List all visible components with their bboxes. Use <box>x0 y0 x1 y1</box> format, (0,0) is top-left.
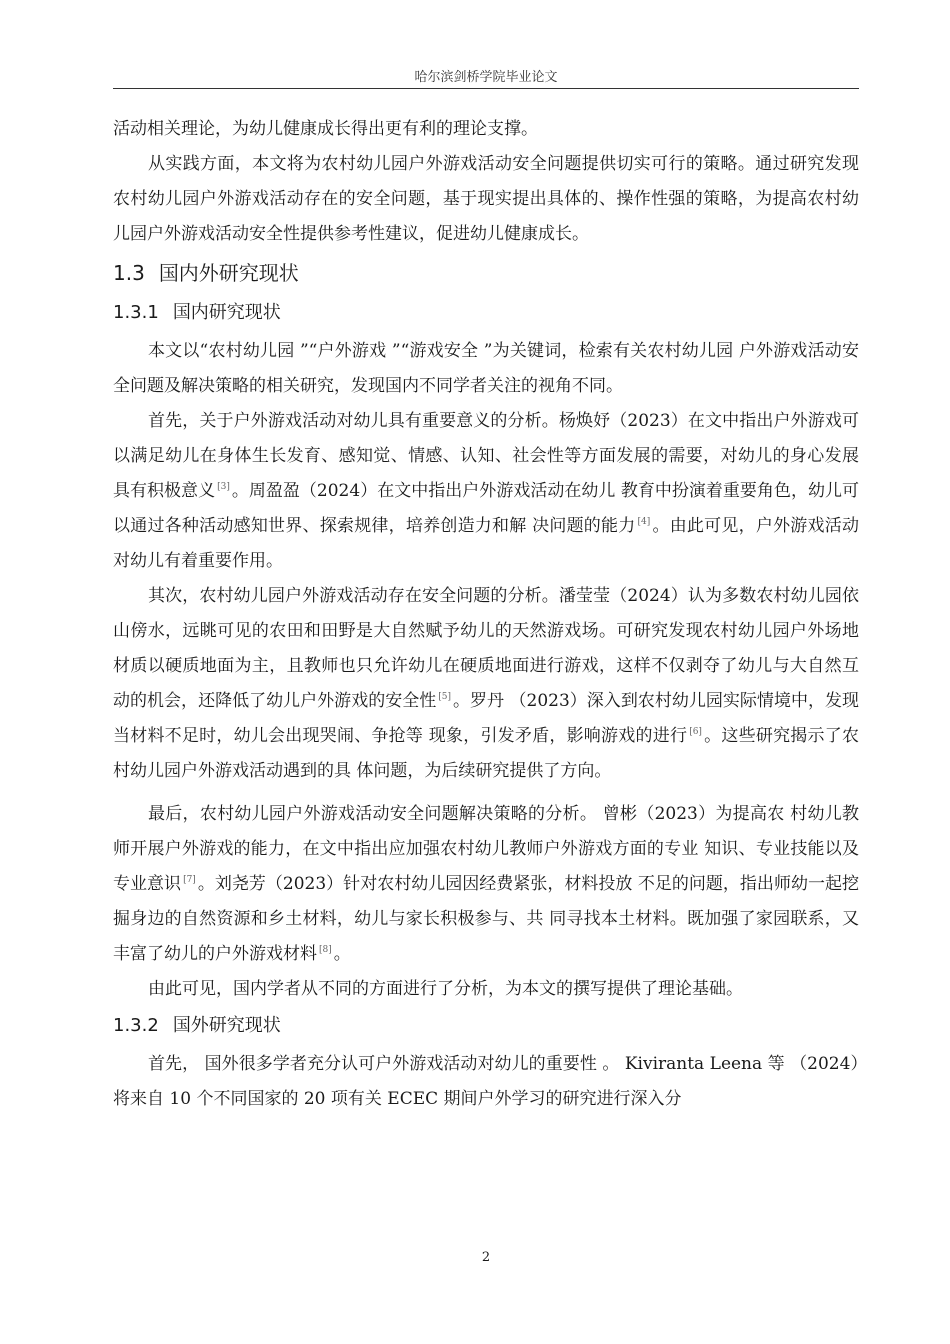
citation: [5] <box>438 692 452 702</box>
section-number: 1.3 <box>113 261 145 285</box>
paragraph: 从实践方面，本文将为农村幼儿园户外游戏活动安全问题提供切实可行的策略。通过研究发现农村幼儿园户外游戏活动存在的安全问题，基于现实提出具体的、操作性强的策略，为提高农村幼儿园户外游戏活动安全性提供参考性建议，促进幼儿健康成长。 <box>113 154 859 244</box>
paragraph-text: 最后，农村幼儿园户外游戏活动安全问题解决策略的分析。 曾彬（2023）为提高农 村幼儿教师开展户外游戏的能力，在文中指出应加强农村幼儿教师户外游戏方面的专业 知识、专业技能以及专业意识 <box>113 804 859 894</box>
subsection-title: 国内研究现状 <box>172 302 281 323</box>
page-header: 哈尔滨剑桥学院毕业论文 <box>414 70 558 85</box>
header-rule <box>113 88 859 89</box>
paragraph-text: 。这些研究揭示了农村幼儿园户外游戏活动遇到的具 体问题，为后续研究提供了方向。 <box>113 726 859 781</box>
paragraph: 首先， 国外很多学者充分认可户外游戏活动对幼儿的重要性 。 Kiviranta Leena 等 （2024）将来自 10 个不同国家的 20 项有关 ECEC 期间户外学习的研究进行深入分 <box>113 1054 859 1109</box>
paragraph: 本文以“农村幼儿园 ”“户外游戏 ”“游戏安全 ”为关键词，检索有关农村幼儿园 户外游戏活动安全问题及解决策略的相关研究，发现国内不同学者关注的视角不同。 <box>113 341 859 396</box>
subsection-number: 1.3.2 <box>113 1015 159 1036</box>
paragraph-text: 。刘尧芳（2023）针对农村幼儿园因经费紧张，材料投放 不足的问题，指出师幼一起挖掘身边的自然资源和乡土材料，幼儿与家长积极参与、共 同寻找本土材料。既加强了家园联系，又丰富了幼儿的户外游戏材料 <box>113 874 860 964</box>
citation: [7] <box>183 875 196 885</box>
subsection-number: 1.3.1 <box>113 302 159 323</box>
paragraph-text: 。罗丹 （2023）深入到农村幼儿园实际情境中，发现当材料不足时，幼儿会出现哭闹、争抢等 现象，引发矛盾，影响游戏的进行 <box>113 691 859 746</box>
citation: [4] <box>637 517 651 527</box>
subsection-title: 国外研究现状 <box>172 1015 281 1036</box>
subsection-heading-1-3-1 <box>113 296 859 330</box>
page-body <box>113 112 859 1117</box>
citation: [8] <box>319 945 332 955</box>
paragraph-text: 首先，关于户外游戏活动对幼儿具有重要意义的分析。杨焕妤（2023）在文中指出户外游戏可以满足幼儿在身体生长发育、感知觉、情感、认知、社会性等方面发展的需要，对幼儿的身心发展具有积极意义 <box>113 411 859 501</box>
paragraph <box>113 797 859 972</box>
subsection-heading-1-3-2 <box>113 1009 859 1043</box>
paragraph <box>113 404 859 579</box>
citation: [6] <box>689 727 702 737</box>
spacer <box>113 789 859 797</box>
paragraph: 活动相关理论，为幼儿健康成长得出更有利的理论支撑。 <box>113 119 538 139</box>
section-heading-1-3 <box>113 256 859 290</box>
paragraph-text: 其次，农村幼儿园户外游戏活动存在安全问题的分析。潘莹莹（2024）认为多数农村幼儿园依山傍水，远眺可见的农田和田野是大自然赋予幼儿的天然游戏场。可研究发现农村幼儿园户外场地材质以硬质地面为主，且教师也只允许幼儿在硬质地面进行游戏，这样不仅剥夺了幼儿与大自然互动的机会，还降低了幼儿户外游戏的安全性 <box>113 586 859 711</box>
paragraph-text: 。周盈盈（2024）在文中指出户外游戏活动在幼儿 教育中扮演着重要角色，幼儿可以通过各种活动感知世界、探索规律，培养创造力和解 决问题的能力 <box>113 481 860 536</box>
citation: [3] <box>217 482 230 492</box>
paragraph-text: 。 <box>333 944 351 964</box>
page-number: 2 <box>481 1250 491 1265</box>
paragraph <box>113 579 859 789</box>
section-title: 国内外研究现状 <box>158 261 299 285</box>
paragraph: 由此可见，国内学者从不同的方面进行了分析，为本文的撰写提供了理论基础。 <box>148 979 743 999</box>
paragraph-text: 。由此可见，户外游戏活动对幼儿有着重要作用。 <box>113 516 859 571</box>
